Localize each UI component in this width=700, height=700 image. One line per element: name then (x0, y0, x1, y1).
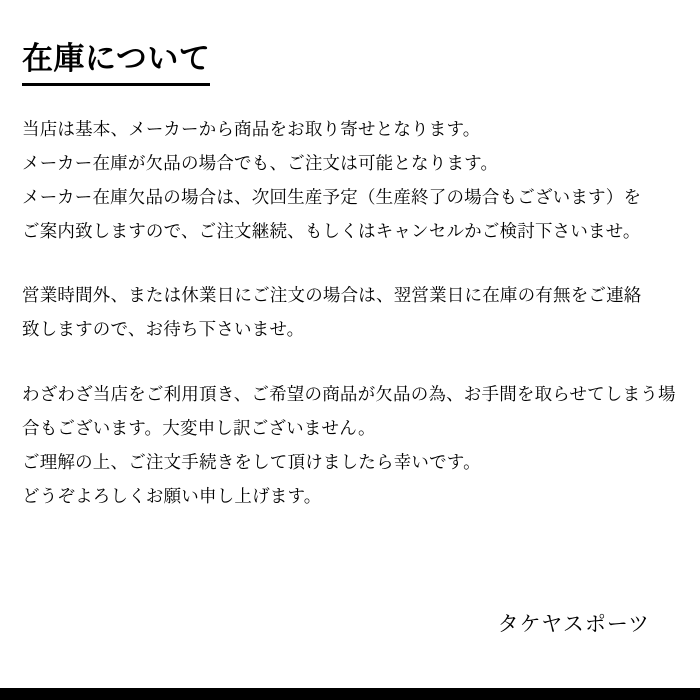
paragraph-block-stock-policy (22, 112, 678, 249)
paragraph-line: 合もございます。大変申し訳ございません。 (22, 417, 376, 438)
bottom-bar (0, 688, 700, 700)
paragraph-line: 営業時間外、または休業日にご注文の場合は、翌営業日に在庫の有無をご連絡 (22, 285, 642, 306)
page-title: 在庫について (22, 40, 210, 86)
shop-name: タケヤスポーツ (497, 613, 650, 636)
paragraph-block-business-hours (22, 278, 678, 346)
paragraph-line: ご案内致しますので、ご注文継続、もしくはキャンセルかご検討下さいませ。 (22, 221, 641, 242)
paragraph-line: 当店は基本、メーカーから商品をお取り寄せとなります。 (22, 118, 481, 139)
paragraph-line: わざわざ当店をご利用頂き、ご希望の商品が欠品の為、お手間を取らせてしまう場 (22, 383, 676, 404)
paragraph-line: どうぞよろしくお願い申し上げます。 (22, 485, 322, 506)
paragraph-line: 致しますので、お待ち下さいませ。 (22, 319, 305, 340)
paragraph-block-apology (22, 377, 678, 514)
paragraph-line: メーカー在庫が欠品の場合でも、ご注文は可能となります。 (22, 152, 499, 173)
paragraph-line: ご理解の上、ご注文手続きをして頂けましたら幸いです。 (22, 451, 481, 472)
paragraph-line: メーカー在庫欠品の場合は、次回生産予定（生産終了の場合もございます）を (22, 187, 642, 207)
